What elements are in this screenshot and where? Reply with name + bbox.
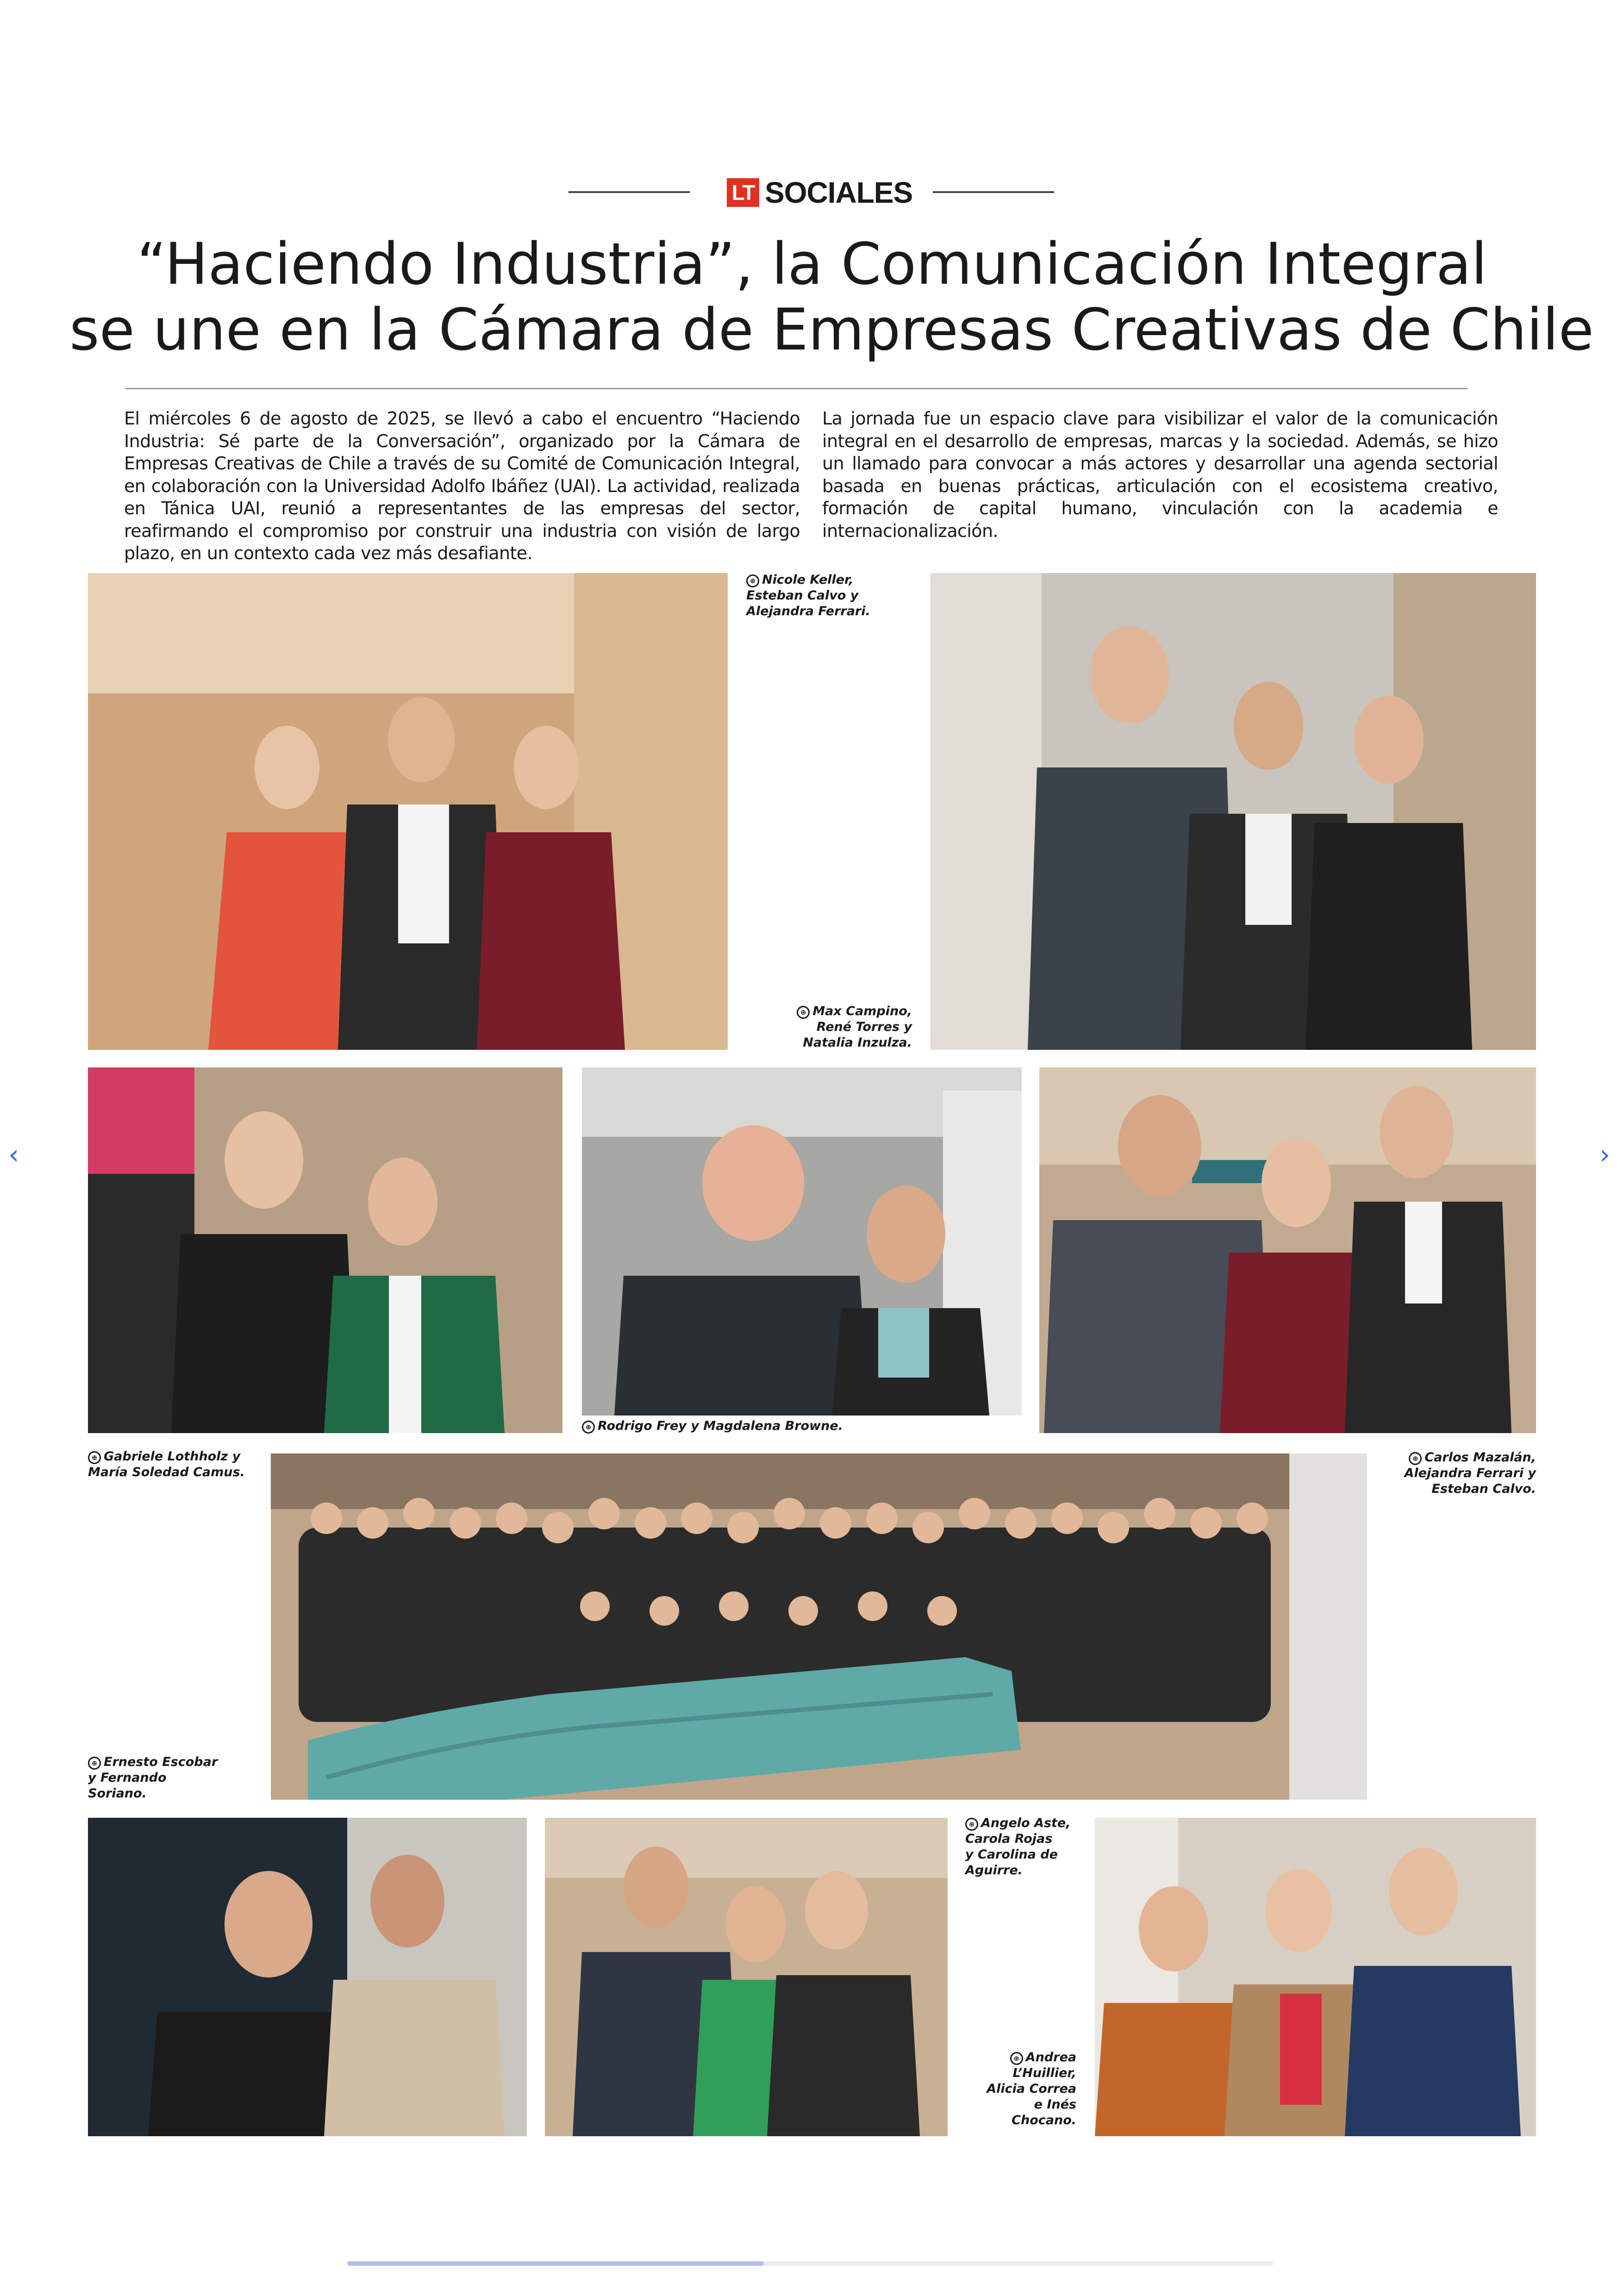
camera-icon: ⊕ xyxy=(746,574,759,587)
photo-5-graphic xyxy=(1039,1067,1536,1433)
next-page-icon[interactable]: › xyxy=(1599,1139,1611,1170)
photo-keller-calvo-ferrari xyxy=(88,573,728,1050)
body-column-2: La jornada fue un espacio clave para visibilizar el valor de la comunicación integral en el desarrollo de empresas, marcas y la sociedad. Además, se hizo un llamado para convocar a más actores y desarrollar una agenda sectorial basada en buenas prácticas, articulación con el ecosistema creativo, formación de capital humano, vinculación con la academia e internacionalización. xyxy=(822,408,1498,541)
camera-icon: ⊕ xyxy=(1409,1452,1422,1465)
photo-frey-browne xyxy=(582,1067,1022,1416)
headline-line-2: se une en la Cámara de Empresas Creativas de Chile xyxy=(69,297,1594,363)
lt-logo: LT xyxy=(727,178,759,207)
photo-2-graphic xyxy=(931,573,1536,1050)
photo-4-graphic xyxy=(582,1067,1022,1416)
body-column-1: El miércoles 6 de agosto de 2025, se llevó a cabo el encuentro “Haciendo Industria: Sé parte de la Conversación”, organizado por la Cámara de Empresas Creativas de Chile a través de su Comité de Comunicación Integral, en colaboración con la Universidad Adolfo Ibáñez (UAI). La actividad, realizada en Tánica UAI, reunió a representantes de las empresas del sector, reafirmando el compromiso por construir una industria con visión de largo plazo, en un contexto cada vez más desafiante. xyxy=(124,408,800,563)
photo-6-graphic xyxy=(271,1453,1367,1800)
photo-1-graphic xyxy=(88,573,728,1050)
photo-mazalan-ferrari-calvo xyxy=(1039,1067,1536,1433)
caption-photo-4: ⊕ Rodrigo Frey y Magdalena Browne. xyxy=(582,1418,843,1434)
section-name: SOCIALES xyxy=(765,176,913,209)
page-scrollbar[interactable] xyxy=(347,2261,1273,2266)
photo-group xyxy=(271,1453,1367,1800)
camera-icon: ⊕ xyxy=(582,1421,595,1434)
caption-photo-1: ⊕ Nicole Keller, Esteban Calvo y Alejandra Ferrari. xyxy=(746,573,870,618)
photo-aste-rojas-aguirre xyxy=(545,1818,948,2136)
camera-icon: ⊕ xyxy=(88,1451,101,1464)
caption-photo-3: ⊕ Gabriele Lothholz y María Soledad Camus. xyxy=(88,1449,245,1479)
camera-icon: ⊕ xyxy=(88,1757,101,1770)
header-rule-right xyxy=(933,191,1054,193)
photo-lothholz-camus xyxy=(88,1067,562,1433)
photo-lhuillier-correa-chocano xyxy=(1095,1818,1536,2136)
camera-icon: ⊕ xyxy=(1010,2052,1023,2065)
camera-icon: ⊕ xyxy=(965,1818,978,1831)
prev-page-icon[interactable]: ‹ xyxy=(8,1139,19,1170)
photo-8-graphic xyxy=(545,1818,948,2136)
headline-line-1: “Haciendo Industria”, la Comunicación Integral xyxy=(137,231,1487,298)
scrollbar-thumb[interactable] xyxy=(347,2261,764,2266)
photo-escobar-soriano xyxy=(88,1818,527,2136)
photo-3-graphic xyxy=(88,1067,562,1433)
photo-campino-torres-inzulza xyxy=(931,573,1536,1050)
photo-9-graphic xyxy=(1095,1818,1536,2136)
caption-photo-2: ⊕ Max Campino, René Torres y Natalia Inzulza. xyxy=(759,1004,912,1051)
camera-icon: ⊕ xyxy=(797,1006,810,1019)
headline xyxy=(69,231,1594,363)
caption-photo-6: ⊕ Ernesto Escobar y Fernando Soriano. xyxy=(88,1755,218,1801)
photo-7-graphic xyxy=(88,1818,527,2136)
caption-photo-8: ⊕ Angelo Aste, Carola Rojas y Carolina de Aguirre. xyxy=(965,1816,1071,1877)
headline-rule xyxy=(125,388,1468,389)
caption-photo-5: ⊕ Carlos Mazalán, Alejandra Ferrari y Esteban Calvo. xyxy=(1404,1450,1536,1496)
header-rule-left xyxy=(568,191,690,193)
caption-photo-9: ⊕ Andrea L’Huillier, Alicia Correa e Inés Chocano. xyxy=(987,2050,1076,2127)
section-header xyxy=(727,175,912,210)
